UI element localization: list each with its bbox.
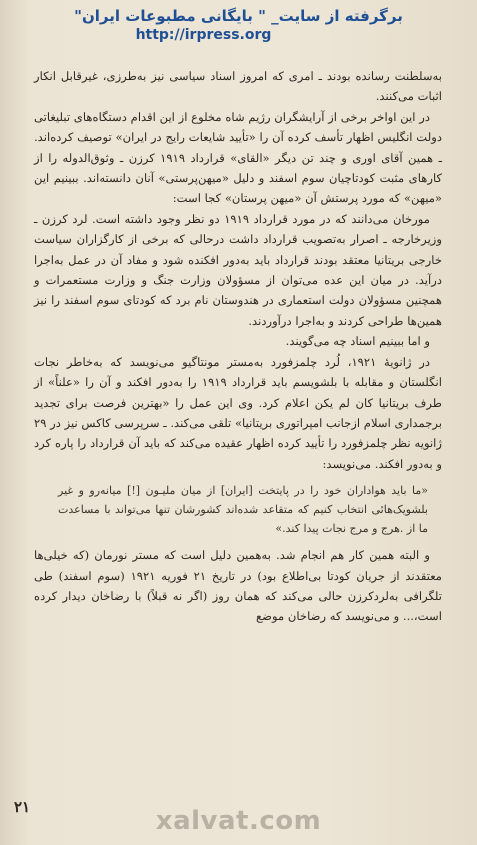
- article-body: [34, 66, 442, 627]
- source-header: [0, 6, 477, 44]
- paragraph-5: در ژانویهٔ ۱۹۲۱، لُرد چلمزفورد به‌مستر مونتاگیو می‌نویسد که به‌خاطر نجات انگلستان و مقابله با بلشویسم باید قرارداد ۱۹۱۹ را به‌دور افکند و آن را «علناً» از طرف بریتانیا کان لم یکن اعلام کرد. وی این عمل را «بهترین فرصت برای تجدید برجمداری اسلام ازجانب امپراتوری بریتانیا» تلقی می‌کند. ـ سرپرسی کاکس نیز در ۲۹ ژانویه نظر چلمزفورد را تأیید کرده اظهار عقیده می‌کند که باید آن قرارداد را پاره کرد و به‌دور افکند. می‌نویسد:: [34, 354, 442, 471]
- block-quote: «ما باید هواداران خود را در پایتخت [ایران] از میان ملیـون [!] میانه‌رو و غیر بلشویک‌هائی انتخاب کنیم که متقاعد شده‌اند کشورشان تنها می‌تواند با مساعدت ما از .هرج و مرج نجات پیدا کند.»: [58, 484, 428, 536]
- source-url[interactable]: http://irpress.org: [135, 27, 272, 43]
- paragraph-6: و البته همین کار هم انجام شد. به‌همین دلیل است که مستر نورمان (که خیلی‌ها معتقدند از جریان کودتا بی‌اطلاع بود) در تاریخ ۲۱ فوریه ۱۹۲۱ (سوم اسفند) طی تلگرافی به‌لردکرزن حالی می‌کند که همان روز (اگر نه قبلاً) با رضاخان دیدار کرده است،... و می‌نویسد که رضاخان موضع: [34, 548, 442, 624]
- paragraph-4: و اما ببینیم اسناد چه می‌گویند.: [285, 334, 430, 349]
- watermark: xalvat.com: [155, 806, 322, 836]
- paragraph-3: مورخان می‌دانند که در مورد قرارداد ۱۹۱۹ دو نظر وجود داشته است. لرد کرزن ـ وزیرخارجه ـ اصرار به‌تصویب قرارداد داشت درحالی که برخی از کارگزاران سیاست خارجی بریتانیا معتقد بودند قرارداد باید به‌دور افکنده شود و مفاد آن در عمل به‌اجرا درآید. در میان این عده می‌توان از مسؤولان وزارت جنگ و وزارت مستعمرات و همچنین مسؤولان دولت استعماری در هندوستان نام برد که کودتای سوم اسفند را نیز همین‌ها طراحی کردند و به‌اجرا درآوردند.: [34, 211, 442, 328]
- page-number: ۲۱: [14, 798, 31, 816]
- paragraph-2: در این اواخر برخی از آرایشگران رژیم شاه مخلوع از این اقدام دستگاه‌های تبلیغاتی دولت انگلیس اظهار تأسف کرده آن را «تأیید شایعات رایج در ایران» توصیف کرده‌اند. ـ همین آقای اوری و چند تن دیگر «القای» قرارداد ۱۹۱۹ کرزن ـ وثوق‌الدوله را از کارهای مثبت کودتاچیان سوم اسفند و دلیل «میهن‌پرستی» آنان دانسته‌اند. ببینیم این «میهن» که مورد پرستش آن «میهن پرستان» کجا است:: [34, 109, 442, 206]
- source-title: برگرفته از سایت_ " بایگانی مطبوعات ایران": [74, 7, 403, 25]
- paragraph-1: به‌سلطنت رسانده بودند ـ امری که امروز اسناد سیاسی نیز به‌طرزی، غیرقابل انکار اثبات می‌کنند.: [34, 69, 442, 104]
